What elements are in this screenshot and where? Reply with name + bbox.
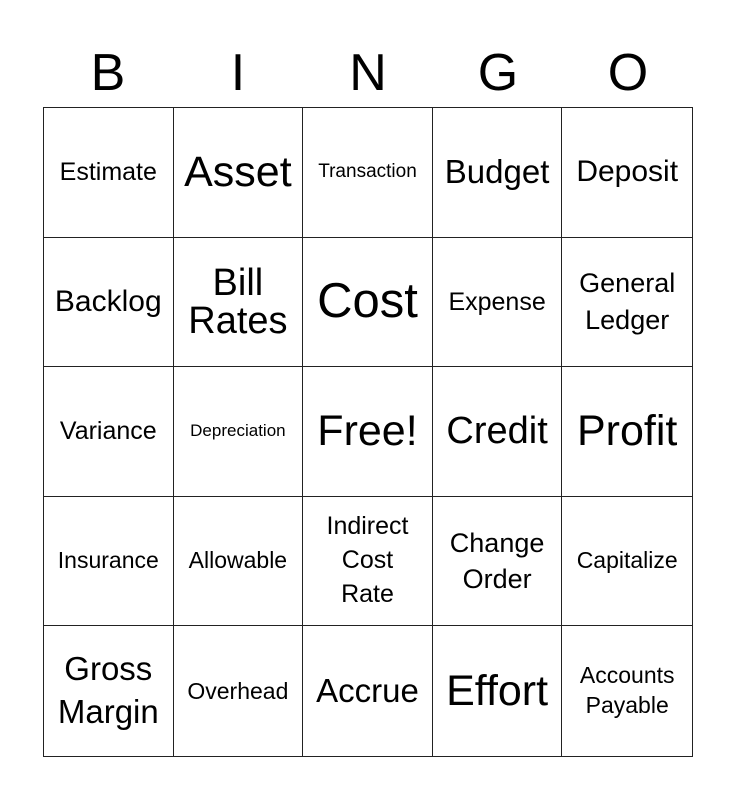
cell-label: Estimate — [59, 158, 157, 187]
cell-label: Deposit — [576, 155, 679, 189]
header-letter-b: B — [90, 44, 126, 102]
bingo-cell[interactable] — [433, 367, 563, 497]
bingo-cell[interactable] — [44, 367, 174, 497]
cell-label: Asset — [184, 147, 292, 196]
cell-label: General Ledger — [579, 268, 676, 335]
cell-label: Effort — [446, 666, 549, 715]
cell-label: Profit — [577, 406, 678, 455]
bingo-cell[interactable] — [562, 497, 692, 627]
bingo-cell[interactable] — [433, 108, 563, 238]
bingo-header — [43, 40, 693, 106]
cell-label: Indirect Cost Rate — [326, 512, 409, 608]
cell-label: Budget — [444, 153, 550, 191]
cell-label: Allowable — [188, 547, 288, 574]
header-letter-g: G — [477, 44, 519, 102]
bingo-cell[interactable] — [433, 238, 563, 368]
cell-label: Gross Margin — [57, 650, 159, 731]
bingo-cell[interactable] — [44, 626, 174, 756]
cell-label: Transaction — [318, 160, 417, 182]
cell-label: Depreciation — [190, 421, 286, 441]
bingo-cell[interactable] — [303, 626, 433, 756]
bingo-cell[interactable] — [174, 497, 304, 627]
cell-label: Credit — [446, 410, 548, 453]
bingo-board — [43, 107, 693, 757]
bingo-cell[interactable] — [562, 626, 692, 756]
bingo-cell[interactable] — [303, 108, 433, 238]
header-letter-o: O — [607, 44, 649, 102]
cell-label: Variance — [59, 417, 157, 446]
bingo-cell[interactable] — [433, 497, 563, 627]
bingo-cell[interactable] — [174, 626, 304, 756]
cell-label: Change Order — [449, 527, 545, 595]
cell-label: Accrue — [316, 672, 419, 710]
bingo-cell[interactable] — [44, 238, 174, 368]
cell-label: Bill Rates — [188, 261, 288, 342]
bingo-cell[interactable] — [303, 497, 433, 627]
bingo-cell[interactable] — [174, 238, 304, 368]
cell-label: Backlog — [54, 284, 162, 318]
bingo-cell[interactable] — [562, 108, 692, 238]
cell-label: Insurance — [57, 547, 159, 574]
bingo-cell[interactable] — [44, 108, 174, 238]
bingo-cell[interactable] — [44, 497, 174, 627]
cell-label: Accounts Payable — [579, 662, 675, 719]
bingo-cell[interactable] — [562, 238, 692, 368]
free-space-label: Free! — [317, 406, 418, 455]
bingo-cell[interactable] — [303, 238, 433, 368]
bingo-cell[interactable] — [174, 367, 304, 497]
free-space-cell[interactable] — [303, 367, 433, 497]
cell-label: Expense — [448, 287, 546, 316]
bingo-cell[interactable] — [562, 367, 692, 497]
header-letter-i: I — [230, 44, 246, 102]
cell-label: Overhead — [187, 677, 289, 704]
header-letter-n: N — [349, 44, 387, 102]
cell-label: Cost — [317, 274, 418, 329]
cell-label: Capitalize — [576, 547, 678, 574]
bingo-cell[interactable] — [433, 626, 563, 756]
bingo-cell[interactable] — [174, 108, 304, 238]
